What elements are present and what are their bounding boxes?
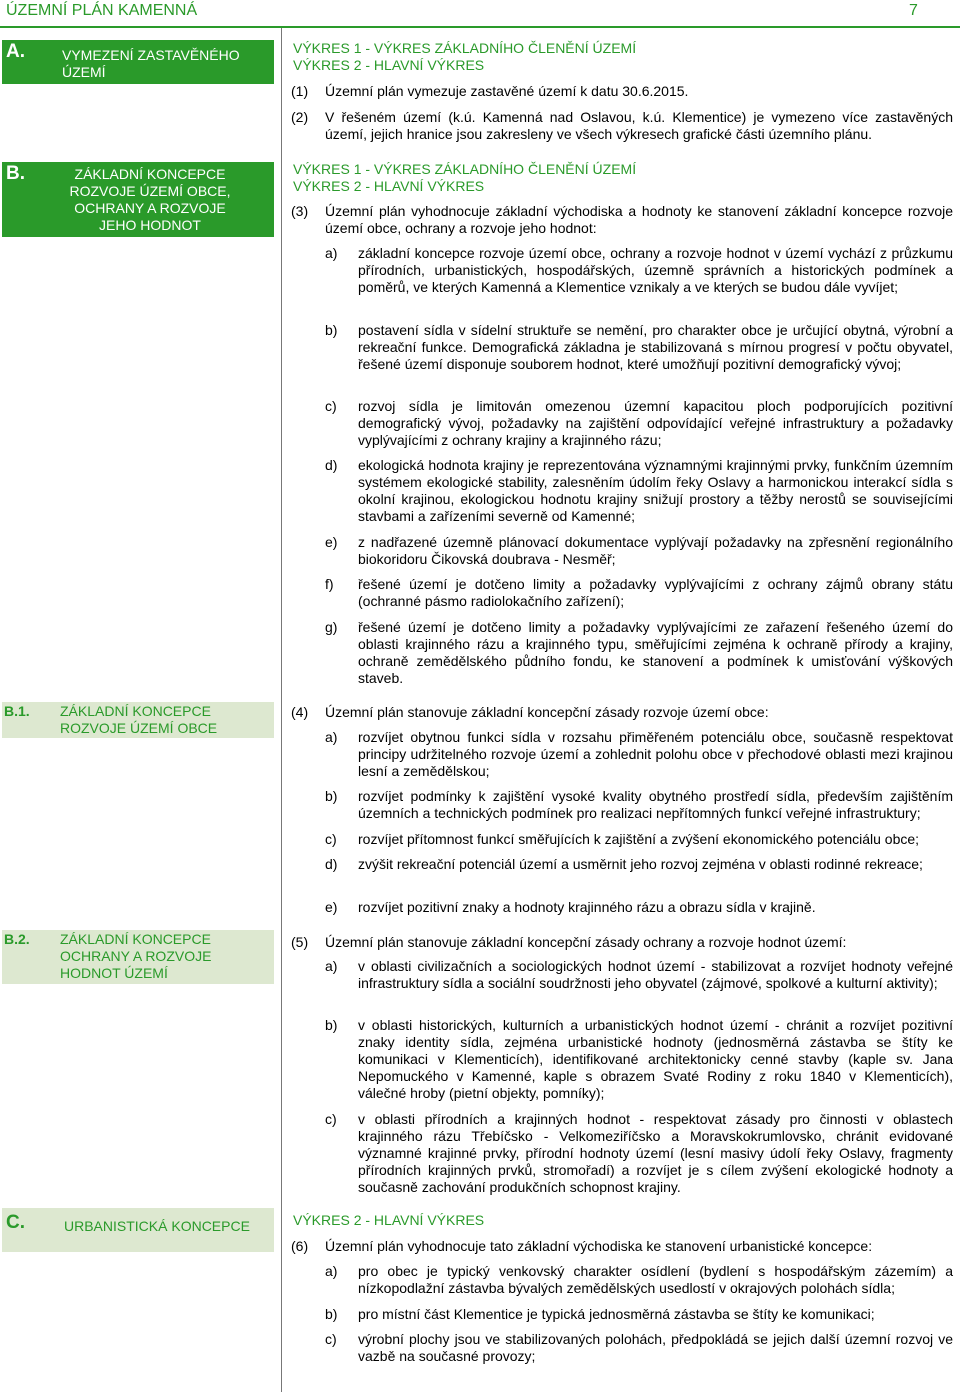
item-label: c) [325, 398, 337, 414]
list-item-4e [325, 899, 953, 916]
item-label: g) [325, 619, 338, 635]
paragraph-text: Územní plán vyhodnocuje základní východiska a hodnoty ke stanovení základní koncepce rozvoje území obce, ochrany a rozvoje jeho hodnot: [325, 203, 953, 236]
item-text: rozvíjet pozitivní znaky a hodnoty krajinného rázu a obrazu sídla v krajině. [358, 899, 816, 915]
section-c-title: URBANISTICKÁ KONCEPCE [64, 1218, 250, 1234]
list-item-3f [325, 576, 953, 610]
item-label: d) [325, 457, 338, 473]
paragraph-number: (2) [291, 109, 309, 125]
paragraph-number: (4) [291, 704, 309, 720]
paragraph-number: (6) [291, 1238, 309, 1254]
section-b-heading [2, 162, 274, 237]
item-text: řešené území je dotčeno limity a požadavky vyplývajícími ze zařazení řešeného území do oblasti krajinného rázu a krajinného typu, směřujícími zejména k ochraně přírody a krajiny, ochraně zemědělského půdního fondu, ke stanovení a podmínek k umisťování výškových staveb. [358, 619, 953, 686]
item-label: c) [325, 1111, 337, 1127]
document-title: ÚZEMNÍ PLÁN KAMENNÁ [6, 2, 198, 19]
section-b1-number: B.1. [4, 703, 30, 719]
list-item-3d [325, 457, 953, 525]
column-divider [281, 28, 282, 1392]
list-item-4b [325, 788, 953, 822]
item-label: b) [325, 788, 338, 804]
drawing-ref-b2: VÝKRES 2 - HLAVNÍ VÝKRES [293, 178, 485, 194]
paragraph-3 [291, 203, 953, 237]
section-b2-title: ZÁKLADNÍ KONCEPCE OCHRANY A ROZVOJE HODNOT ÚZEMÍ [60, 931, 212, 981]
list-item-5a [325, 958, 953, 992]
list-item-4d [325, 856, 953, 873]
item-text: v oblasti přírodních a krajinných hodnot - respektovat zásady pro činnosti v oblastech krajinného rázu Třebíčsko - Velkomeziříčsko a Moravskokrumlovsko, chránit evidované významné krajinné prvky, přírodní hodnoty území (lesní masivy údolí řeky Oslavy, fragmenty přírodních krajinných prvků, stromořadí) a rozvíjet je s cílem zvýšení ekologické hodnoty a současně zachování produkčních schopnost krajiny. [358, 1111, 953, 1195]
list-item-5b [325, 1017, 953, 1102]
paragraph-4 [291, 704, 953, 721]
item-label: a) [325, 729, 338, 745]
list-item-3b [325, 322, 953, 373]
item-label: f) [325, 576, 334, 592]
item-label: c) [325, 1331, 337, 1347]
drawing-ref-a1: VÝKRES 1 - VÝKRES ZÁKLADNÍHO ČLENĚNÍ ÚZEMÍ [293, 40, 637, 56]
item-text: pro obec je typický venkovský charakter osídlení (bydlení s hospodářským zázemím) a nízkopodlažní zástavba bývalých zemědělských usedlostí v okrajových polohách sídla; [358, 1263, 953, 1296]
page-number: 7 [909, 2, 918, 19]
item-label: e) [325, 899, 338, 915]
item-text: rozvíjet obytnou funkci sídla v rozsahu přiměřeném potenciálu obce, současně respektovat principy udržitelného rozvoje území a zohlednit polohu obce v přechodové oblasti mezi krajinou lesní a zemědělskou; [358, 729, 953, 779]
section-b2-number: B.2. [4, 931, 30, 947]
list-item-4c [325, 831, 953, 848]
section-b1-title: ZÁKLADNÍ KONCEPCE ROZVOJE ÚZEMÍ OBCE [60, 703, 218, 736]
item-text: rozvoj sídla je limitován omezenou územní kapacitou ploch podporujících pozitivní demografický vývoj, požadavky na zajištění odpovídající veřejné infrastruktury a požadavky vyplývajícími z ochrany krajiny a krajinného rázu; [358, 398, 953, 448]
section-c-letter: C. [6, 1212, 25, 1233]
item-text: v oblasti historických, kulturních a urbanistických hodnot území - chránit a rozvíjet pozitivní znaky identity sídla, zejména urbanistické hodnoty (jednosměrná zástavba se štíty ke komunikaci v Klementicích), identifikované architektonicky cenné stavby (kaple sv. Jana Nepomuckého v Kamenné, kaple s obrazem Svaté Rodiny z roku 1840 v Klementicích), válečné hroby (pietní objekty, pomníky); [358, 1017, 953, 1101]
list-item-3g [325, 619, 953, 687]
item-label: d) [325, 856, 338, 872]
section-c-heading [2, 1208, 274, 1252]
paragraph-number: (5) [291, 934, 309, 950]
item-label: a) [325, 1263, 338, 1279]
paragraph-text: V řešeném území (k.ú. Kamenná nad Oslavou, k.ú. Klementice) je vymezeno více zastavěných území, jejich hranice jsou zakresleny ve všech výkresech grafické části územního plánu. [325, 109, 953, 142]
item-label: a) [325, 958, 338, 974]
item-label: b) [325, 1017, 338, 1033]
list-item-3e [325, 534, 953, 568]
item-label: b) [325, 1306, 338, 1322]
paragraph-number: (3) [291, 203, 309, 219]
item-label: a) [325, 245, 338, 261]
paragraph-6 [291, 1238, 953, 1255]
section-b-letter: B. [6, 163, 25, 184]
paragraph-text: Územní plán vymezuje zastavěné území k datu 30.6.2015. [325, 83, 689, 99]
item-label: b) [325, 322, 338, 338]
item-text: pro místní část Klementice je typická jednosměrná zástavba se štíty ke komunikaci; [358, 1306, 875, 1322]
item-text: řešené území je dotčeno limity a požadavky vyplývajícími z ochrany zájmů obrany státu (ochranné pásmo radiolokačního zařízení); [358, 576, 953, 609]
item-text: v oblasti civilizačních a sociologických hodnot území - stabilizovat a rozvíjet hodnoty veřejné infrastruktury sídla a sociální soudržnosti jeho obyvatel (zájmové, spolkové a kulturní aktivity); [358, 958, 953, 991]
paragraph-number: (1) [291, 83, 309, 99]
item-text: zvýšit rekreační potenciál území a usměrnit jeho rozvoj zejména v oblasti rodinné rekreace; [358, 856, 923, 872]
header-divider [0, 26, 960, 28]
item-label: c) [325, 831, 337, 847]
item-text: výrobní plochy jsou ve stabilizovaných polohách, předpokládá se jejich další územní rozvoj ve vazbě na současné provozy; [358, 1331, 953, 1364]
paragraph-2 [291, 109, 953, 143]
list-item-6a [325, 1263, 953, 1297]
paragraph-text: Územní plán stanovuje základní koncepční zásady ochrany a rozvoje hodnot území: [325, 934, 847, 950]
list-item-6b [325, 1306, 953, 1323]
drawing-ref-b1: VÝKRES 1 - VÝKRES ZÁKLADNÍHO ČLENĚNÍ ÚZEMÍ [293, 161, 637, 177]
drawing-ref-c1: VÝKRES 2 - HLAVNÍ VÝKRES [293, 1212, 485, 1228]
item-text: z nadřazené územně plánovací dokumentace vyplývají požadavky na zpřesnění regionálního biokoridoru Čikovská doubrava - Nesměř; [358, 534, 953, 567]
item-text: základní koncepce rozvoje území obce, ochrany a rozvoje hodnot v území vychází z průzkumu přírodních, urbanistických, hospodářských, územně správních a historických podmínek a poměrů, ve kterých Kamenná a Klementice vznikaly a ve kterých se budou dále vyvíjet; [358, 245, 953, 295]
list-item-4a [325, 729, 953, 780]
item-text: rozvíjet přítomnost funkcí směřujících k zajištění a zvýšení ekonomického potenciálu obce; [358, 831, 920, 847]
section-b-title: ZÁKLADNÍ KONCEPCE ROZVOJE ÚZEMÍ OBCE, OCHRANY A ROZVOJE JEHO HODNOT [69, 166, 231, 233]
section-a-heading [2, 40, 274, 84]
item-text: ekologická hodnota krajiny je reprezentována významnými krajinnými prvky, funkčním územním systémem ekologické stability, zalesněním údolím řeky Oslavy a harmonickou interakcí sídla s okolní krajinou, ekologickou hodnotu krajiny snižují prostory a těžby nerostů se souvisejícími stavbami a zařízeními severně od Kamenné; [358, 457, 953, 524]
item-label: e) [325, 534, 338, 550]
section-a-letter: A. [6, 41, 25, 62]
section-b2-heading [2, 930, 274, 984]
paragraph-text: Územní plán stanovuje základní koncepční zásady rozvoje území obce: [325, 704, 769, 720]
item-text: rozvíjet podmínky k zajištění vysoké kvality obytného prostředí sídla, především zajištěním územních a technických podmínek pro realizaci nepřítomných funkcí veřejné infrastruktury; [358, 788, 953, 821]
paragraph-text: Územní plán vyhodnocuje tato základní východiska ke stanovení urbanistické koncepce: [325, 1238, 873, 1254]
section-a-title: VYMEZENÍ ZASTAVĚNÉHO ÚZEMÍ [62, 47, 240, 80]
paragraph-1 [291, 83, 953, 100]
item-text: postavení sídla v sídelní struktuře se nemění, pro charakter obce je určující obytná, výrobní a rekreační funkce. Demografická základna je stabilizovaná s mírnou progresí v počtu obyvatel, řešené území disponuje souborem hodnot, které umožňují pozitivní demografický vývoj; [358, 322, 953, 372]
list-item-6c [325, 1331, 953, 1365]
section-b1-heading [2, 702, 274, 738]
list-item-3c [325, 398, 953, 449]
drawing-ref-a2: VÝKRES 2 - HLAVNÍ VÝKRES [293, 57, 485, 73]
list-item-5c [325, 1111, 953, 1196]
list-item-3a [325, 245, 953, 296]
paragraph-5 [291, 934, 953, 951]
